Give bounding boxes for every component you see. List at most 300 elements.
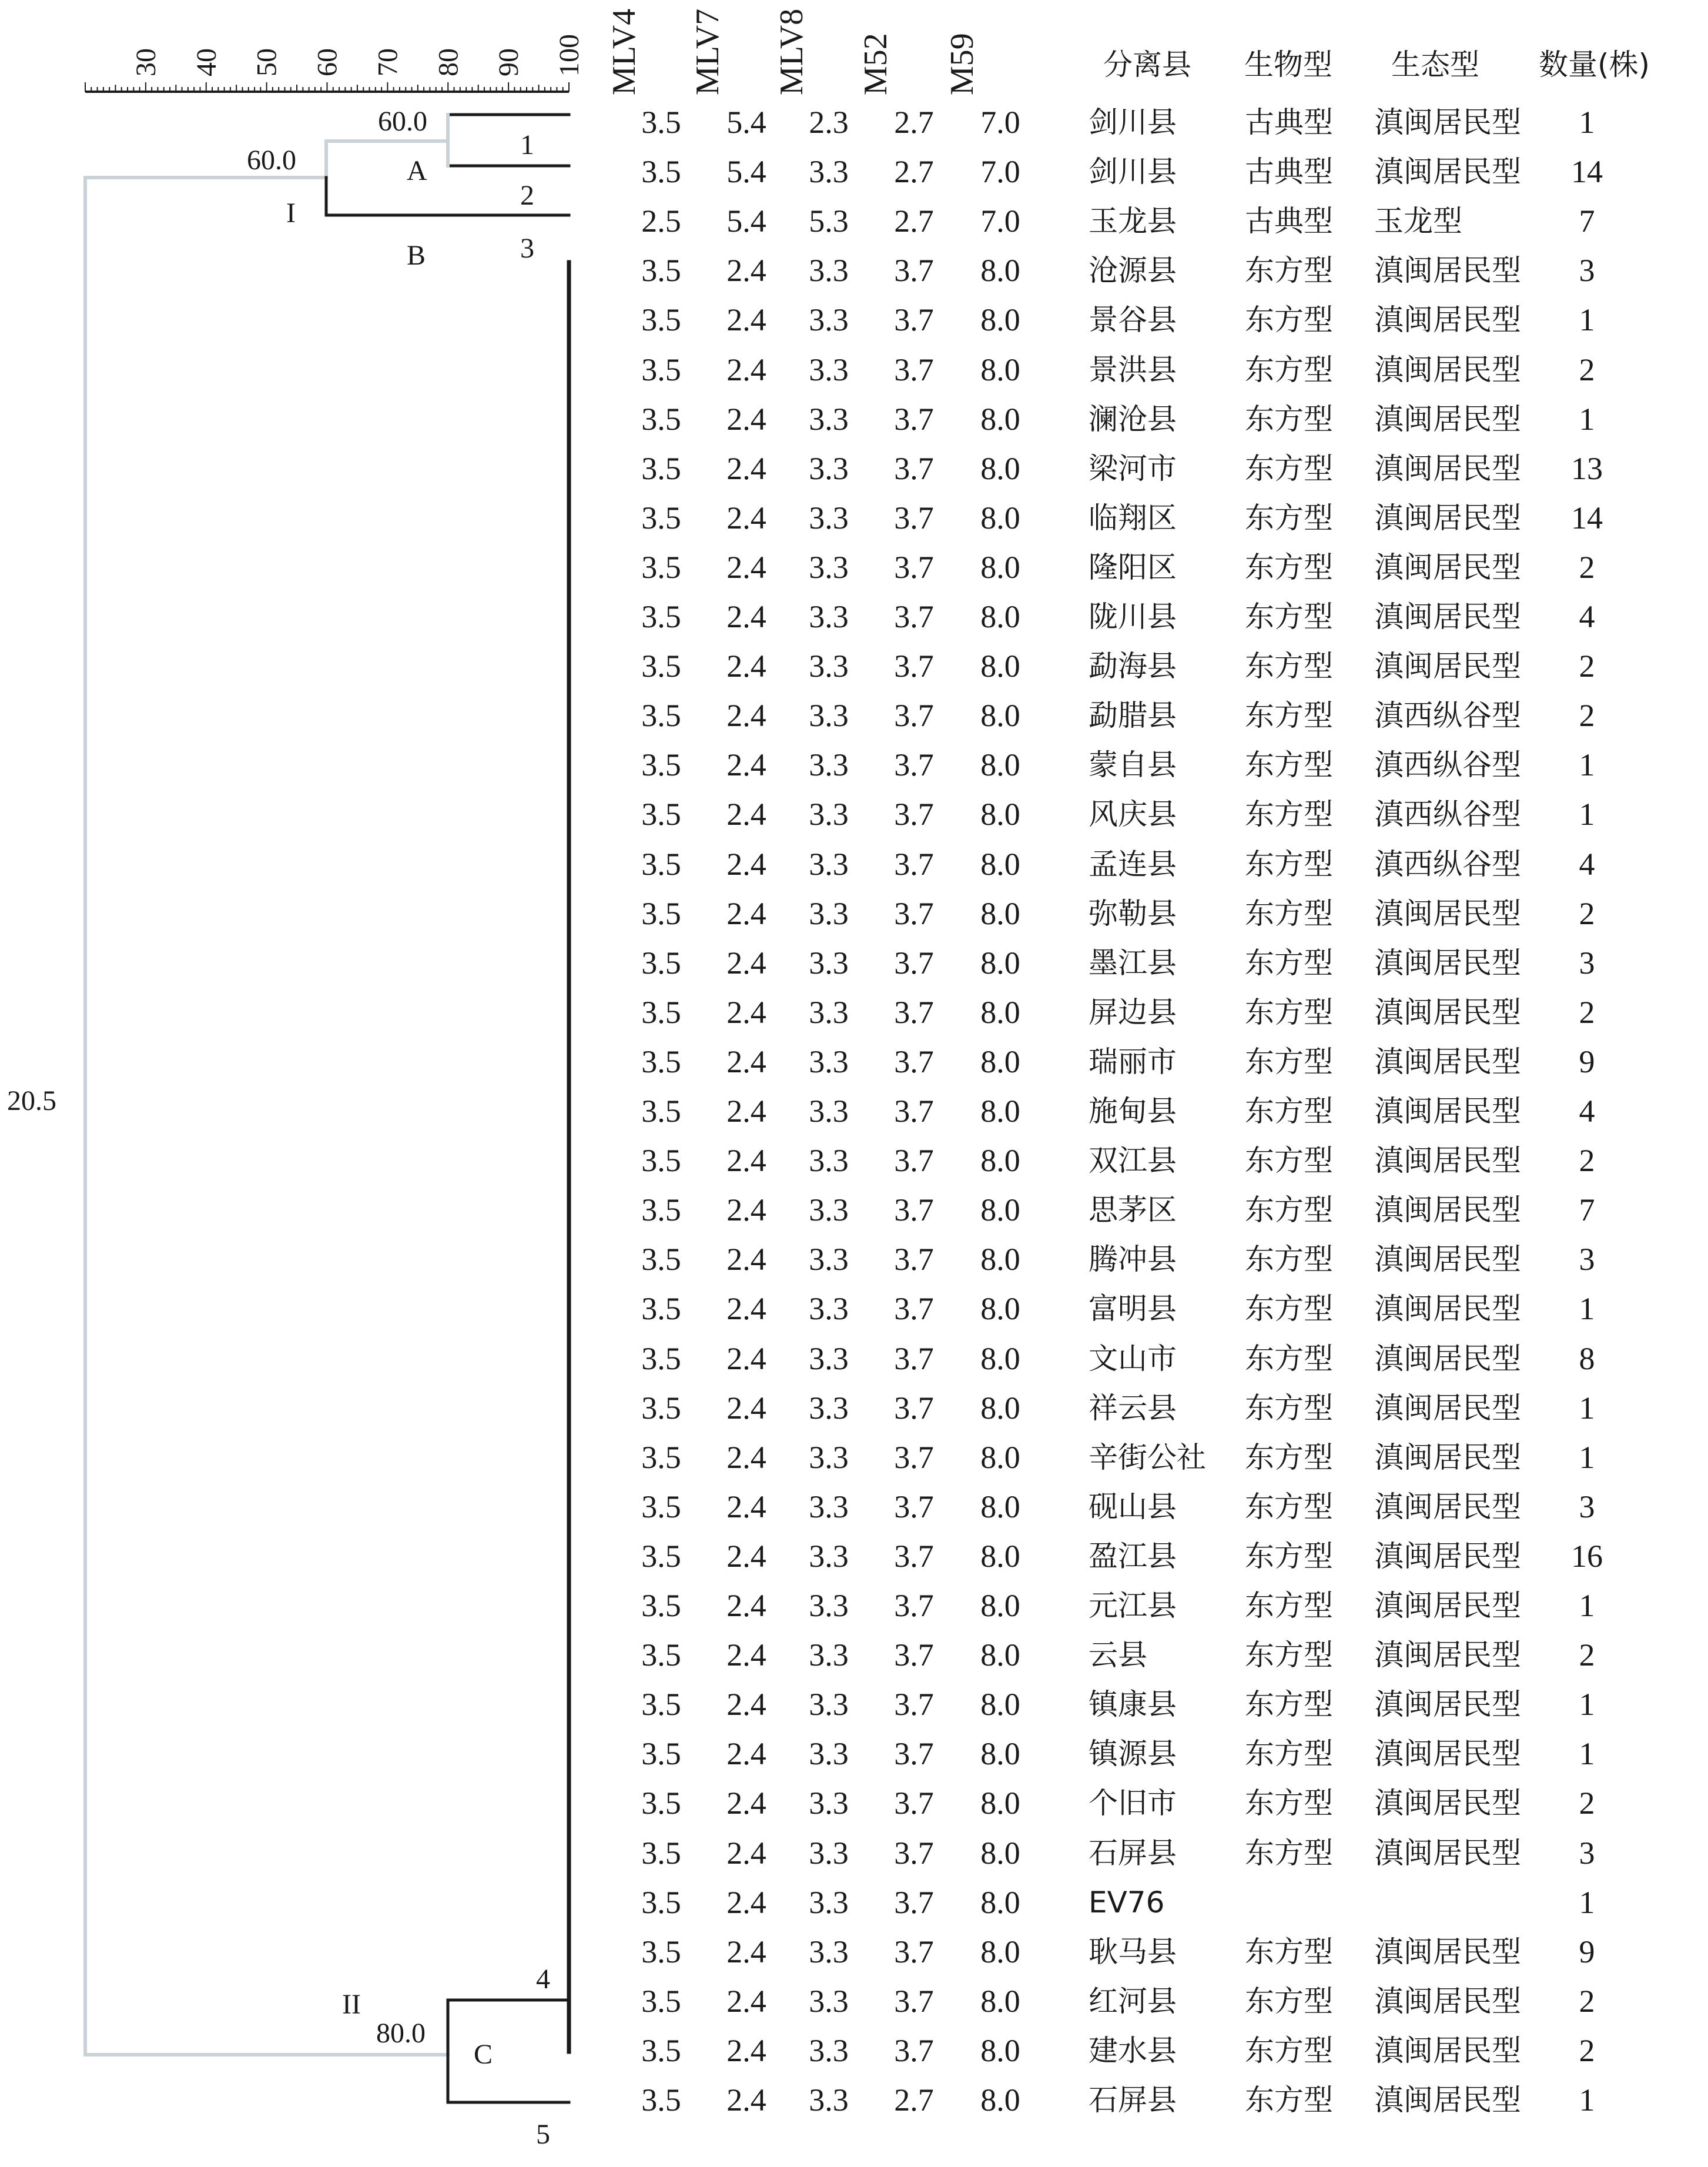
table-row: [564, 1185, 1708, 1235]
biotype-cell: 东方型: [1245, 649, 1333, 684]
marker-value-cell: 3.3: [809, 945, 849, 981]
table-row: [564, 889, 1708, 938]
count-cell: 1: [1579, 1588, 1595, 1623]
county-cell: 文山市: [1089, 1341, 1177, 1376]
marker-value-cell: 2.4: [726, 450, 766, 486]
marker-value-cell: 3.5: [641, 1439, 681, 1475]
table-row: [564, 196, 1708, 246]
scale-tick-label: 40: [190, 48, 222, 76]
table-row: [564, 246, 1708, 295]
county-cell: 弥勒县: [1089, 896, 1177, 931]
marker-value-cell: 3.5: [641, 846, 681, 882]
marker-value-cell: 8.0: [980, 747, 1020, 783]
table-row: [564, 1433, 1708, 1482]
marker-value-cell: 3.7: [894, 648, 934, 684]
marker-value-cell: 7.0: [980, 154, 1020, 190]
marker-value-cell: 8.0: [980, 1588, 1020, 1623]
table-row: [564, 295, 1708, 345]
marker-value-cell: 3.3: [809, 599, 849, 634]
ecotype-cell: 滇闽居民型: [1374, 896, 1521, 931]
marker-value-cell: 8.0: [980, 1340, 1020, 1376]
marker-value-cell: 3.7: [894, 1291, 934, 1327]
marker-value-cell: 8.0: [980, 1884, 1020, 1920]
ecotype-cell: 滇西纵谷型: [1374, 797, 1521, 832]
marker-value-cell: 2.4: [726, 648, 766, 684]
marker-value-cell: 2.4: [726, 1390, 766, 1426]
column-header-count: 数量(株): [1539, 48, 1650, 82]
county-cell: 耿马县: [1089, 1934, 1177, 1969]
table-row: [564, 641, 1708, 691]
scale-tick-label: 50: [251, 48, 283, 76]
biotype-cell: 东方型: [1245, 500, 1333, 535]
marker-value-cell: 2.4: [726, 1093, 766, 1129]
marker-value-cell: 8.0: [980, 994, 1020, 1030]
marker-value-cell: 3.3: [809, 401, 849, 437]
column-header-marker-label: M52: [858, 33, 894, 95]
column-header-marker-label: MLV8: [773, 8, 810, 95]
count-cell: 16: [1571, 1538, 1603, 1574]
marker-value-cell: 2.4: [726, 895, 766, 931]
marker-value-cell: 2.4: [726, 1736, 766, 1772]
biotype-cell: 东方型: [1245, 1589, 1333, 1623]
biotype-cell: 东方型: [1245, 2033, 1333, 2068]
node-subA-value: 60.0: [378, 106, 427, 137]
marker-value-cell: 5.3: [809, 203, 849, 239]
marker-value-cell: 3.5: [641, 1242, 681, 1278]
county-cell: 双江县: [1089, 1143, 1177, 1178]
scale-tick-label: 30: [130, 48, 162, 76]
table-row: [564, 2026, 1708, 2075]
county-cell: 瑞丽市: [1089, 1044, 1177, 1079]
marker-value-cell: 3.7: [894, 797, 934, 832]
count-cell: 2: [1579, 895, 1595, 931]
marker-value-cell: 2.4: [726, 1439, 766, 1475]
biotype-cell: 东方型: [1245, 1440, 1333, 1474]
biotype-cell: 东方型: [1245, 352, 1333, 387]
table-row: [564, 1334, 1708, 1383]
county-cell: 澜沧县: [1089, 402, 1177, 436]
table-row: [564, 345, 1708, 394]
table-row: [564, 1037, 1708, 1086]
marker-value-cell: 8.0: [980, 1390, 1020, 1426]
marker-value-cell: 3.5: [641, 1934, 681, 1969]
count-cell: 1: [1579, 1736, 1595, 1772]
county-cell: 红河县: [1089, 1984, 1177, 2018]
marker-value-cell: 3.5: [641, 2082, 681, 2118]
count-cell: 1: [1579, 302, 1595, 338]
count-cell: 7: [1579, 1192, 1595, 1228]
ecotype-cell: 滇闽居民型: [1374, 1786, 1521, 1821]
count-cell: 7: [1579, 203, 1595, 239]
leaf-label-1: 1: [520, 129, 534, 160]
table-row: [564, 592, 1708, 641]
marker-value-cell: 2.4: [726, 1785, 766, 1821]
ecotype-cell: 滇闽居民型: [1374, 1589, 1521, 1623]
marker-value-cell: 3.3: [809, 846, 849, 882]
marker-value-cell: 3.3: [809, 1835, 849, 1871]
marker-value-cell: 3.5: [641, 1785, 681, 1821]
marker-value-cell: 3.3: [809, 1439, 849, 1475]
marker-value-cell: 3.5: [641, 747, 681, 783]
biotype-cell: 东方型: [1245, 896, 1333, 931]
marker-value-cell: 3.5: [641, 1637, 681, 1673]
marker-value-cell: 3.5: [641, 599, 681, 634]
leaf-label-2: 2: [520, 180, 534, 211]
table-row: [564, 1977, 1708, 2026]
table-row: [564, 1680, 1708, 1729]
biotype-cell: 东方型: [1245, 1737, 1333, 1771]
ecotype-cell: 滇闽居民型: [1374, 1539, 1521, 1573]
marker-table: [564, 0, 1708, 2167]
table-row: [564, 988, 1708, 1037]
county-cell: 剑川县: [1089, 155, 1177, 189]
ecotype-cell: 滇闽居民型: [1374, 1440, 1521, 1474]
biotype-cell: 东方型: [1245, 1984, 1333, 2018]
count-cell: 1: [1579, 747, 1595, 783]
marker-value-cell: 2.4: [726, 1044, 766, 1079]
marker-value-cell: 5.4: [726, 203, 766, 239]
count-cell: 1: [1579, 1687, 1595, 1723]
marker-value-cell: 8.0: [980, 2082, 1020, 2118]
count-cell: 1: [1579, 1291, 1595, 1327]
count-cell: 3: [1579, 253, 1595, 289]
marker-value-cell: 8.0: [980, 1489, 1020, 1524]
county-cell: 辛街公社: [1089, 1440, 1206, 1474]
count-cell: 1: [1579, 1390, 1595, 1426]
count-cell: 4: [1579, 599, 1595, 634]
ecotype-cell: 滇闽居民型: [1374, 402, 1521, 436]
ecotype-cell: 滇闽居民型: [1374, 1984, 1521, 2018]
biotype-cell: 东方型: [1245, 1489, 1333, 1524]
marker-value-cell: 8.0: [980, 1736, 1020, 1772]
marker-value-cell: 8.0: [980, 1687, 1020, 1723]
marker-value-cell: 3.3: [809, 648, 849, 684]
marker-value-cell: 3.7: [894, 599, 934, 634]
marker-value-cell: 3.3: [809, 2082, 849, 2118]
marker-value-cell: 2.7: [894, 105, 934, 140]
biotype-cell: 东方型: [1245, 1094, 1333, 1128]
ecotype-cell: 滇闽居民型: [1374, 1390, 1521, 1425]
similarity-scale: [85, 34, 585, 92]
marker-value-cell: 3.5: [641, 1884, 681, 1920]
county-cell: 隆阳区: [1089, 550, 1177, 584]
count-cell: 14: [1571, 154, 1603, 190]
ecotype-cell: 滇闽居民型: [1374, 2083, 1521, 2117]
marker-value-cell: 8.0: [980, 698, 1020, 734]
group-label-I: I: [286, 198, 296, 229]
marker-value-cell: 3.3: [809, 1093, 849, 1129]
ecotype-cell: 滇闽居民型: [1374, 1292, 1521, 1326]
count-cell: 1: [1579, 1884, 1595, 1920]
marker-value-cell: 2.4: [726, 1637, 766, 1673]
biotype-cell: 东方型: [1245, 797, 1333, 832]
table-row: [564, 1581, 1708, 1630]
marker-value-cell: 3.5: [641, 1588, 681, 1623]
count-cell: 2: [1579, 698, 1595, 734]
biotype-cell: 东方型: [1245, 600, 1333, 634]
biotype-cell: 东方型: [1245, 995, 1333, 1029]
count-cell: 9: [1579, 1044, 1595, 1079]
table-row: [564, 1630, 1708, 1680]
column-header-marker-label: MLV4: [606, 8, 642, 95]
marker-value-cell: 3.7: [894, 1044, 934, 1079]
count-cell: 1: [1579, 2082, 1595, 2118]
group-label-A: A: [407, 155, 427, 186]
marker-value-cell: 2.4: [726, 1489, 766, 1524]
ecotype-cell: 滇西纵谷型: [1374, 698, 1521, 733]
marker-value-cell: 7.0: [980, 203, 1020, 239]
ecotype-cell: 滇闽居民型: [1374, 352, 1521, 387]
county-cell: 景洪县: [1089, 352, 1177, 387]
count-cell: 3: [1579, 1242, 1595, 1278]
ecotype-cell: 玉龙型: [1374, 204, 1462, 239]
marker-value-cell: 3.3: [809, 698, 849, 734]
marker-value-cell: 3.5: [641, 500, 681, 536]
county-cell: 祥云县: [1089, 1390, 1177, 1425]
marker-value-cell: 3.7: [894, 401, 934, 437]
table-row: [564, 1729, 1708, 1778]
marker-value-cell: 8.0: [980, 500, 1020, 536]
count-cell: 14: [1571, 500, 1603, 536]
table-row: [564, 691, 1708, 740]
marker-value-cell: 3.3: [809, 1934, 849, 1969]
marker-value-cell: 3.3: [809, 1637, 849, 1673]
count-cell: 2: [1579, 1785, 1595, 1821]
table-row: [564, 2075, 1708, 2125]
marker-value-cell: 8.0: [980, 1044, 1020, 1079]
county-cell: 风庆县: [1089, 797, 1177, 832]
scale-tick-label: 100: [554, 34, 585, 76]
marker-value-cell: 2.4: [726, 994, 766, 1030]
dendrogram: [0, 0, 585, 2167]
table-row: [564, 1531, 1708, 1581]
marker-value-cell: 3.3: [809, 1143, 849, 1179]
biotype-cell: 东方型: [1245, 1687, 1333, 1722]
marker-value-cell: 2.3: [809, 105, 849, 140]
county-cell: 临翔区: [1089, 500, 1177, 535]
marker-value-cell: 8.0: [980, 1093, 1020, 1129]
marker-value-cell: 8.0: [980, 945, 1020, 981]
marker-value-cell: 8.0: [980, 1835, 1020, 1871]
marker-value-cell: 3.3: [809, 1489, 849, 1524]
marker-value-cell: 2.7: [894, 154, 934, 190]
county-cell: EV76: [1089, 1885, 1165, 1919]
table-row: [564, 1383, 1708, 1433]
marker-value-cell: 3.3: [809, 1736, 849, 1772]
ecotype-cell: 滇闽居民型: [1374, 1638, 1521, 1673]
biotype-cell: 东方型: [1245, 550, 1333, 584]
table-row: [564, 840, 1708, 889]
ecotype-cell: 滇闽居民型: [1374, 1094, 1521, 1128]
marker-value-cell: 8.0: [980, 352, 1020, 387]
marker-value-cell: 3.3: [809, 2032, 849, 2068]
county-cell: 玉龙县: [1089, 204, 1177, 239]
county-cell: 个旧市: [1089, 1786, 1177, 1821]
marker-value-cell: 3.7: [894, 1439, 934, 1475]
count-cell: 1: [1579, 105, 1595, 140]
marker-value-cell: 2.4: [726, 352, 766, 387]
marker-value-cell: 2.5: [641, 203, 681, 239]
biotype-cell: 东方型: [1245, 1390, 1333, 1425]
marker-value-cell: 3.5: [641, 302, 681, 338]
ecotype-cell: 滇闽居民型: [1374, 649, 1521, 684]
marker-value-cell: 3.5: [641, 698, 681, 734]
marker-value-cell: 3.3: [809, 1291, 849, 1327]
count-cell: 1: [1579, 797, 1595, 832]
county-cell: 施甸县: [1089, 1094, 1177, 1128]
marker-value-cell: 2.4: [726, 1538, 766, 1574]
marker-value-cell: 2.4: [726, 1192, 766, 1228]
marker-value-cell: 3.5: [641, 945, 681, 981]
ecotype-cell: 滇西纵谷型: [1374, 847, 1521, 881]
marker-value-cell: 3.5: [641, 1291, 681, 1327]
marker-value-cell: 3.3: [809, 895, 849, 931]
dendrogram-branches: [85, 115, 569, 2102]
table-row: [564, 740, 1708, 790]
marker-value-cell: 3.7: [894, 1390, 934, 1426]
leaf-label-3: 3: [520, 233, 534, 264]
marker-value-cell: 3.3: [809, 1884, 849, 1920]
marker-value-cell: 3.7: [894, 302, 934, 338]
marker-value-cell: 3.5: [641, 648, 681, 684]
marker-value-cell: 2.4: [726, 2082, 766, 2118]
marker-value-cell: 8.0: [980, 1538, 1020, 1574]
biotype-cell: 东方型: [1245, 945, 1333, 980]
marker-value-cell: 8.0: [980, 648, 1020, 684]
marker-value-cell: 8.0: [980, 1291, 1020, 1327]
marker-value-cell: 8.0: [980, 253, 1020, 289]
count-cell: 2: [1579, 994, 1595, 1030]
count-cell: 2: [1579, 648, 1595, 684]
column-header-county: 分离县: [1103, 48, 1191, 82]
table-row: [564, 98, 1708, 147]
county-cell: 沧源县: [1089, 253, 1177, 288]
table-row: [564, 1086, 1708, 1136]
biotype-cell: 古典型: [1245, 155, 1333, 189]
marker-value-cell: 3.7: [894, 1736, 934, 1772]
marker-value-cell: 8.0: [980, 302, 1020, 338]
ecotype-cell: 滇闽居民型: [1374, 1193, 1521, 1228]
marker-value-cell: 3.7: [894, 1588, 934, 1623]
marker-value-cell: 3.5: [641, 401, 681, 437]
dendrogram-labels: [7, 106, 550, 2150]
marker-value-cell: 2.4: [726, 2032, 766, 2068]
ecotype-cell: 滇闽居民型: [1374, 253, 1521, 288]
marker-value-cell: 3.7: [894, 1785, 934, 1821]
marker-value-cell: 2.4: [726, 500, 766, 536]
marker-value-cell: 3.3: [809, 1192, 849, 1228]
table-row: [564, 1235, 1708, 1284]
ecotype-cell: 滇闽居民型: [1374, 1489, 1521, 1524]
marker-value-cell: 2.4: [726, 698, 766, 734]
marker-value-cell: 2.4: [726, 1934, 766, 1969]
table-row: [564, 493, 1708, 543]
biotype-cell: 东方型: [1245, 1341, 1333, 1376]
table-row: [564, 1927, 1708, 1977]
node-groupII-value: 80.0: [376, 2018, 426, 2049]
county-cell: 孟连县: [1089, 847, 1177, 881]
marker-value-cell: 2.4: [726, 747, 766, 783]
column-header-marker-label: M59: [944, 33, 980, 95]
ecotype-cell: 滇闽居民型: [1374, 1044, 1521, 1079]
marker-value-cell: 2.4: [726, 401, 766, 437]
marker-value-cell: 8.0: [980, 895, 1020, 931]
marker-value-cell: 3.7: [894, 1983, 934, 2019]
ecotype-cell: 滇闽居民型: [1374, 1242, 1521, 1277]
marker-value-cell: 3.3: [809, 1390, 849, 1426]
marker-value-cell: 3.3: [809, 1588, 849, 1623]
biotype-cell: 古典型: [1245, 105, 1333, 139]
marker-value-cell: 8.0: [980, 2032, 1020, 2068]
biotype-cell: 东方型: [1245, 1539, 1333, 1573]
marker-value-cell: 2.4: [726, 1143, 766, 1179]
marker-value-cell: 3.5: [641, 994, 681, 1030]
marker-value-cell: 2.4: [726, 1835, 766, 1871]
marker-value-cell: 3.7: [894, 1340, 934, 1376]
ecotype-cell: 滇闽居民型: [1374, 2033, 1521, 2068]
column-header-marker: [851, 0, 951, 100]
marker-value-cell: 3.7: [894, 1093, 934, 1129]
marker-value-cell: 3.5: [641, 253, 681, 289]
biotype-cell: 东方型: [1245, 253, 1333, 288]
biotype-cell: 东方型: [1245, 1934, 1333, 1969]
marker-value-cell: 3.7: [894, 1538, 934, 1574]
table-row: [564, 790, 1708, 839]
marker-value-cell: 3.3: [809, 1785, 849, 1821]
marker-value-cell: 2.4: [726, 1983, 766, 2019]
ecotype-cell: 滇闽居民型: [1374, 500, 1521, 535]
marker-value-cell: 2.4: [726, 549, 766, 585]
biotype-cell: 东方型: [1245, 847, 1333, 881]
group-label-II: II: [342, 1989, 361, 2020]
marker-value-cell: 3.5: [641, 1143, 681, 1179]
marker-value-cell: 3.5: [641, 1687, 681, 1723]
marker-value-cell: 2.4: [726, 1588, 766, 1623]
marker-value-cell: 3.5: [641, 1489, 681, 1524]
biotype-cell: 东方型: [1245, 1292, 1333, 1326]
county-cell: 陇川县: [1089, 600, 1177, 634]
marker-value-cell: 3.5: [641, 1044, 681, 1079]
count-cell: 1: [1579, 1439, 1595, 1475]
biotype-cell: 东方型: [1245, 1193, 1333, 1228]
marker-value-cell: 3.5: [641, 2032, 681, 2068]
count-cell: 3: [1579, 1489, 1595, 1524]
marker-value-cell: 3.5: [641, 105, 681, 140]
county-cell: 建水县: [1089, 2033, 1177, 2068]
marker-value-cell: 8.0: [980, 1785, 1020, 1821]
marker-value-cell: 3.7: [894, 1143, 934, 1179]
table-row: [564, 1828, 1708, 1878]
marker-value-cell: 3.7: [894, 352, 934, 387]
marker-value-cell: 2.4: [726, 302, 766, 338]
marker-value-cell: 3.7: [894, 450, 934, 486]
marker-value-cell: 3.7: [894, 1884, 934, 1920]
marker-value-cell: 2.4: [726, 599, 766, 634]
county-cell: 砚山县: [1089, 1489, 1177, 1524]
marker-value-cell: 8.0: [980, 599, 1020, 634]
count-cell: 4: [1579, 846, 1595, 882]
ecotype-cell: 滇闽居民型: [1374, 1687, 1521, 1722]
marker-value-cell: 8.0: [980, 401, 1020, 437]
marker-value-cell: 8.0: [980, 1637, 1020, 1673]
marker-value-cell: 2.4: [726, 797, 766, 832]
table-row: [564, 147, 1708, 196]
marker-value-cell: 2.7: [894, 2082, 934, 2118]
marker-value-cell: 3.3: [809, 352, 849, 387]
biotype-cell: 东方型: [1245, 402, 1333, 436]
marker-value-cell: 3.3: [809, 1340, 849, 1376]
column-header-ecotype: 生态型: [1391, 48, 1479, 82]
